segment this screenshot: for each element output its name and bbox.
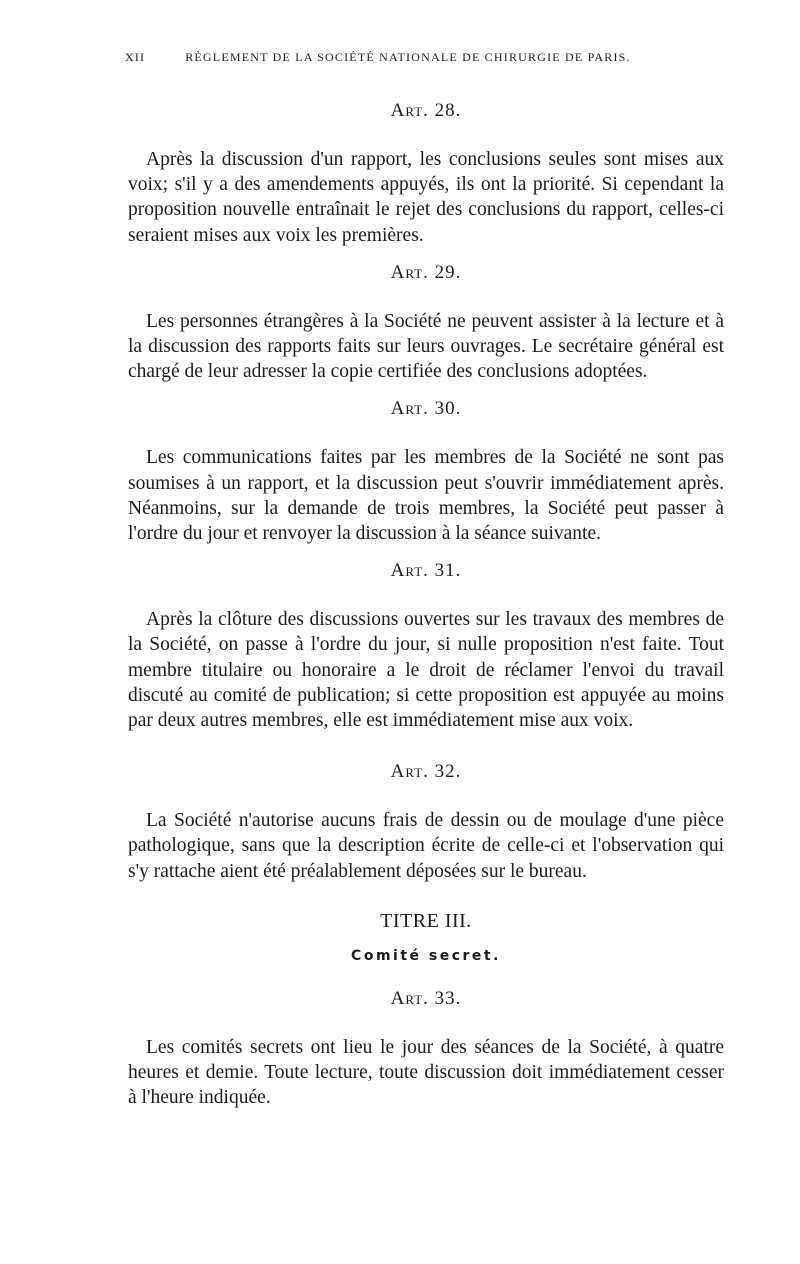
section-title: TITRE III. <box>380 909 472 932</box>
page-folio: XII <box>125 50 146 64</box>
article-heading: Art. 30. <box>390 398 462 420</box>
page-body <box>128 98 724 1122</box>
running-header <box>125 50 710 65</box>
article-29 <box>128 260 724 385</box>
spacer <box>128 745 724 759</box>
article-heading: Art. 29. <box>390 261 462 283</box>
article-heading: Art. 33. <box>390 987 462 1009</box>
article-30 <box>128 396 724 546</box>
article-28 <box>128 98 724 248</box>
article-text: La Société n'autorise aucuns frais de dessin ou de moulage d'une pièce pathologique, sans que la description écrite de celle-ci et l'observation qui s'y rattache aient été préalablement déposées sur le bureau. <box>128 810 724 882</box>
article-32 <box>128 759 724 884</box>
running-title: RÈGLEMENT DE LA SOCIÉTÉ NATIONALE DE CHIRURGIE DE PARIS. <box>185 50 631 64</box>
article-text: Après la discussion d'un rapport, les conclusions seules sont mises aux voix; s'il y a des amendements appuyés, ils ont la priorité. Si cependant la proposition nouvelle entraînait le rejet des conclusions du rapport, celles-ci seraient mises aux voix les premières. <box>128 149 724 246</box>
section-subtitle: Comité secret. <box>351 947 501 964</box>
article-heading: Art. 32. <box>390 761 462 783</box>
article-heading: Art. 28. <box>390 100 462 121</box>
article-text: Les personnes étrangères à la Société ne peuvent assister à la lecture et à la discussion des rapports faits sur leurs ouvrages. Le secrétaire général est chargé de leur adresser la copie certifiée des conclusions adoptées. <box>128 310 724 383</box>
article-33 <box>128 986 724 1111</box>
article-text: Les comités secrets ont lieu le jour des séances de la Société, à quatre heures et demie. Toute lecture, toute discussion doit immédiatement cesser à l'heure indiquée. <box>128 1036 724 1109</box>
article-31 <box>128 558 724 733</box>
article-text: Après la clôture des discussions ouvertes sur les travaux des membres de la Société, on passe à l'ordre du jour, si nulle proposition n'est faite. Tout membre titulaire ou honoraire a le droit de réclamer l'envoi du travail discuté au comité de publication; si cette proposition est appuyée au moins par deux autres membres, elle est immédiatement mise aux voix. <box>128 609 724 732</box>
article-heading: Art. 31. <box>390 560 462 582</box>
article-text: Les communications faites par les membres de la Société ne sont pas soumises à un rapport, et la discussion peut s'ouvrir immédiatement après. Néanmoins, sur la demande de trois membres, la Société peut passer à l'ordre du jour et renvoyer la discussion à la séance suivante. <box>128 447 724 545</box>
